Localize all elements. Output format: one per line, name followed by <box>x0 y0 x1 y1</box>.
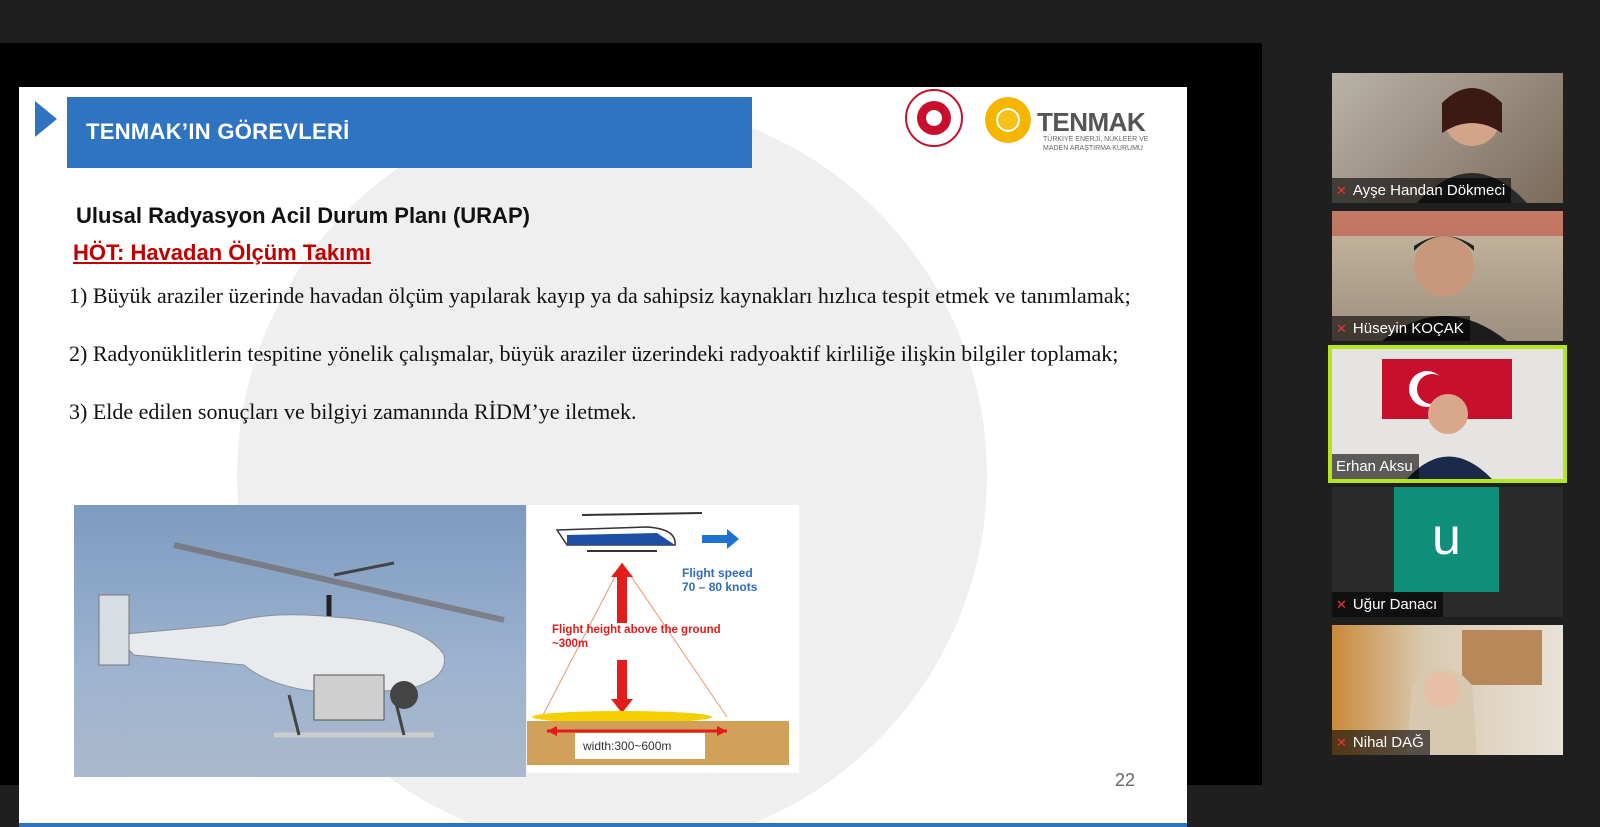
ministry-seal-logo <box>905 89 963 147</box>
presentation-slide <box>19 87 1187 827</box>
slide-body <box>69 281 1149 455</box>
participant-tile[interactable] <box>1332 625 1563 755</box>
participant-name-tag <box>1332 316 1470 341</box>
slide-heading: Ulusal Radyasyon Acil Durum Planı (URAP) <box>76 203 530 228</box>
mic-muted-icon: ✕ <box>1336 735 1347 750</box>
participant-name: Ayşe Handan Dökmeci <box>1352 182 1506 199</box>
diagram-width-label: width:300~600m <box>583 739 672 753</box>
tenmak-logo-icon <box>985 97 1031 143</box>
tenmak-logo-text: TENMAK <box>1037 107 1146 137</box>
participant-tile[interactable] <box>1332 211 1563 341</box>
participant-name: Nihal DAĞ <box>1352 734 1424 751</box>
slide-item-3: 3) Elde edilen sonuçları ve bilgiyi zamanında RİDM’ye iletmek. <box>69 399 637 424</box>
diagram-speed-label: Flight speed <box>682 566 753 580</box>
participant-name-tag <box>1332 454 1419 479</box>
diagram-speed-value: 70 – 80 knots <box>682 580 758 594</box>
slide-page-number: 22 <box>1115 770 1136 790</box>
participant-tile[interactable] <box>1332 487 1563 617</box>
participant-name-tag <box>1332 178 1511 203</box>
participant-tile-active-speaker[interactable] <box>1332 349 1563 479</box>
participant-name-tag <box>1332 730 1430 755</box>
slide-subheading: HÖT: Havadan Ölçüm Takımı <box>73 240 371 265</box>
avatar: u <box>1394 487 1499 592</box>
participant-name: Erhan Aksu <box>1336 458 1413 475</box>
shared-screen <box>0 43 1262 790</box>
slide-title-bar <box>67 97 752 168</box>
slide-title: TENMAK’IN GÖREVLERİ <box>86 119 350 144</box>
participant-name: Hüseyin KOÇAK <box>1352 320 1464 337</box>
diagram-height-value: ~300m <box>552 638 589 650</box>
slide-item-2: 2) Radyonüklitlerin tespitine yönelik çalışmalar, büyük araziler üzerindeki radyoaktif kirliliğe ilişkin bilgiler toplamak; <box>69 341 1119 366</box>
mic-muted-icon: ✕ <box>1336 321 1347 336</box>
participant-name-tag <box>1332 592 1443 617</box>
slide-item-1: 1) Büyük araziler üzerinde havadan ölçüm yapılarak kayıp ya da sahipsiz kaynakları hızlıca tespit etmek ve tanımlamak; <box>69 283 1131 308</box>
participant-name: Uğur Danacı <box>1352 596 1438 613</box>
slide-marker-icon <box>35 101 57 137</box>
tenmak-logo-subtitle: TÜRKİYE ENERJİ, NÜKLEER VE MADEN ARAŞTIRMA KURUMU <box>1043 136 1149 152</box>
participant-tile[interactable] <box>1332 73 1563 203</box>
mic-muted-icon: ✕ <box>1336 183 1347 198</box>
diagram-height-label: Flight height above the ground <box>552 624 721 636</box>
flight-diagram <box>527 505 799 773</box>
mic-muted-icon: ✕ <box>1336 597 1347 612</box>
helicopter-photo <box>74 505 526 777</box>
slide-footer-line <box>19 823 1187 827</box>
